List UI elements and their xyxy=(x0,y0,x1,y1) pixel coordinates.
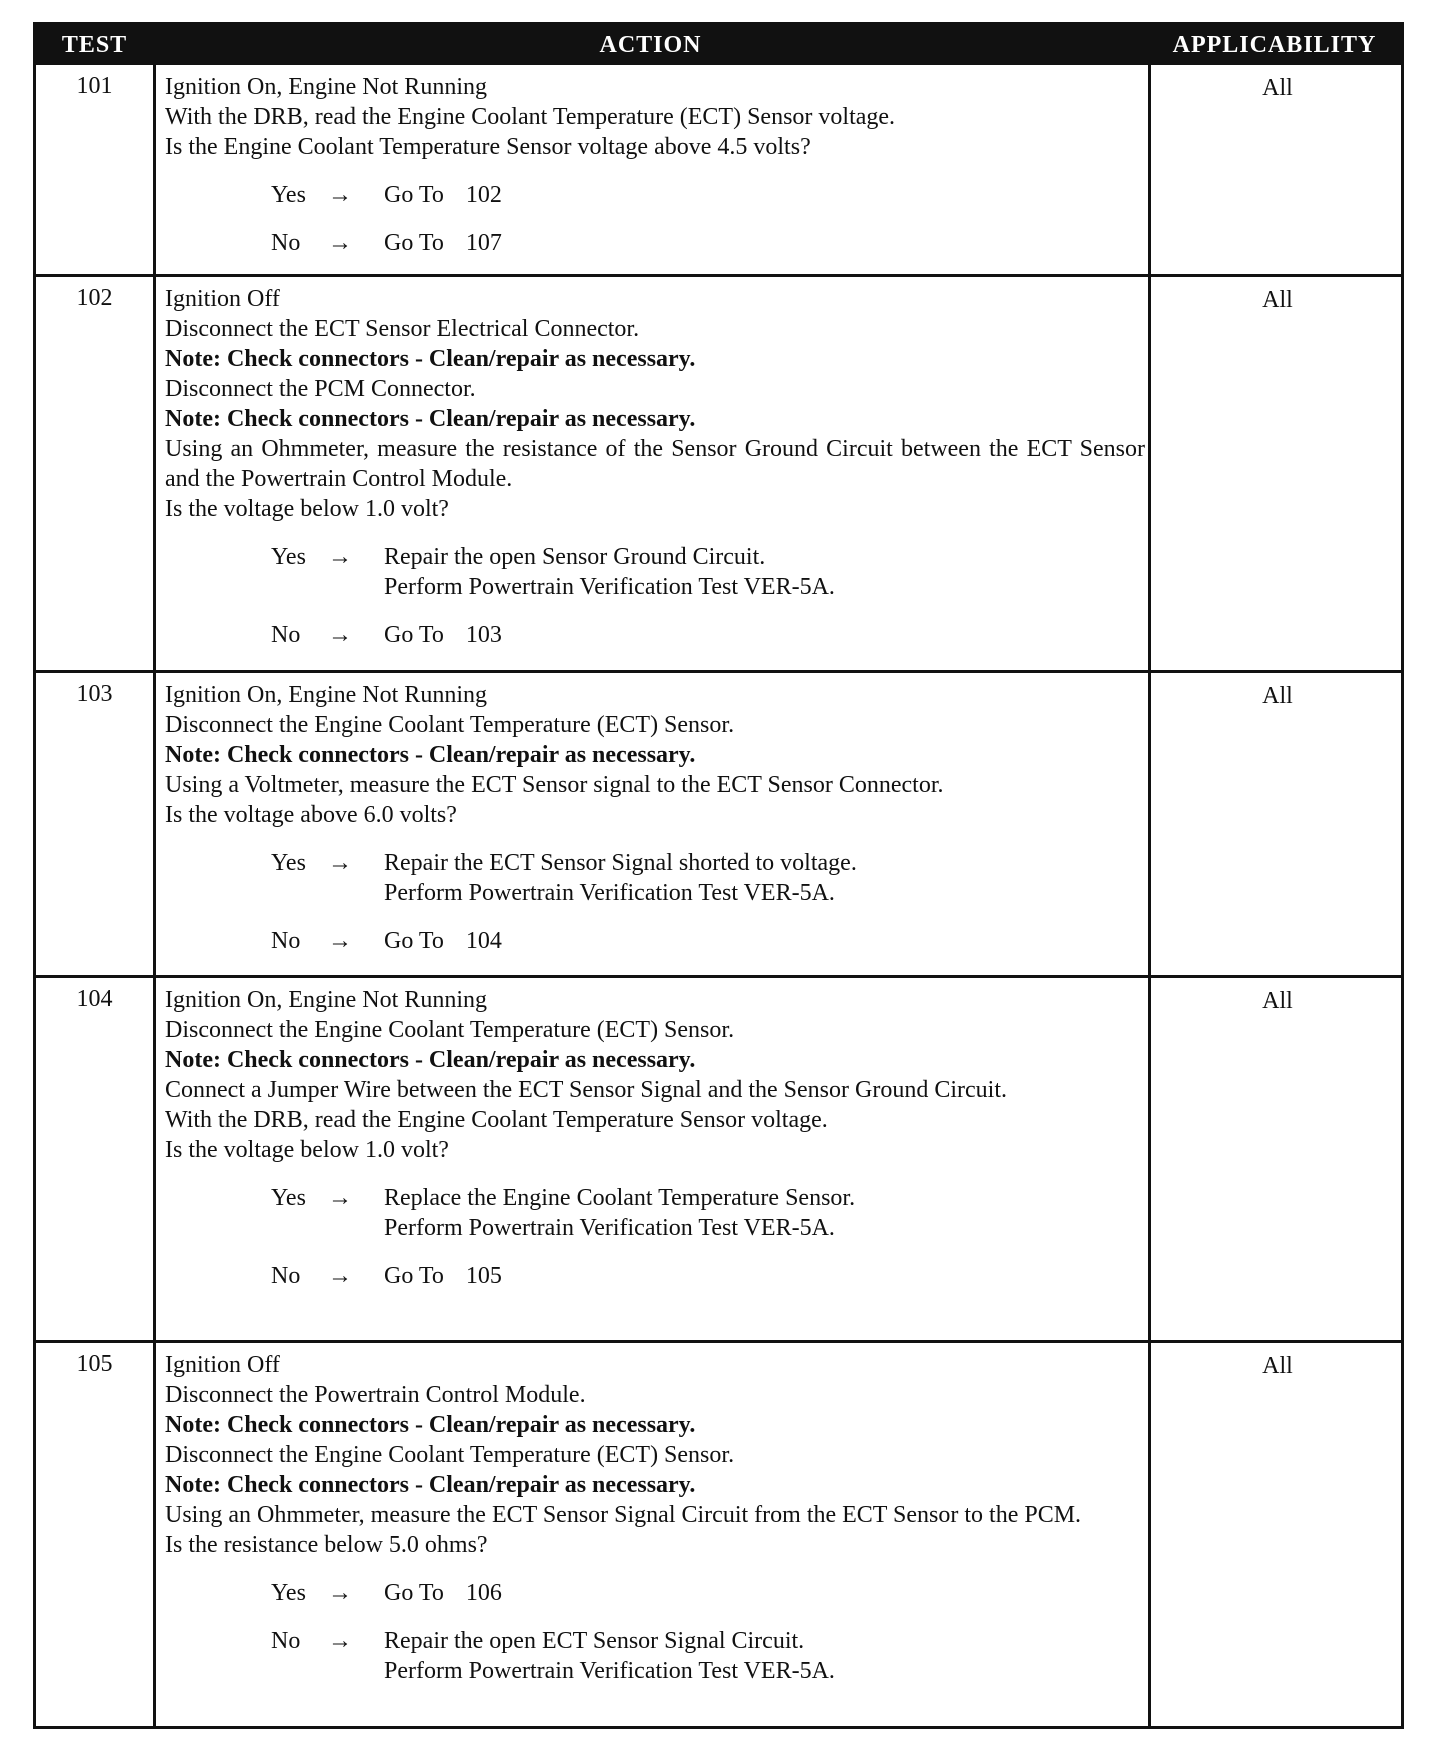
note-line: Note: Check connectors - Clean/repair as necessary. xyxy=(165,1047,696,1073)
action-line: Is the resistance below 5.0 ohms? xyxy=(165,1532,488,1558)
test-number: 102 xyxy=(76,285,113,311)
table-row-102 xyxy=(36,277,1401,670)
test-number: 105 xyxy=(76,1351,113,1377)
action-line: Using an Ohmmeter, measure the ECT Sensor Signal Circuit from the ECT Sensor to the PCM. xyxy=(165,1502,1082,1528)
action-line: Ignition Off xyxy=(165,1352,280,1378)
arrow-icon: → xyxy=(328,1185,352,1211)
no-response: No → Repair the open ECT Sensor Signal Circuit. Perform Powertrain Verification Test VER-5A. xyxy=(271,1628,835,1684)
note-line: Note: Check connectors - Clean/repair as necessary. xyxy=(165,1412,696,1438)
action-line: Connect a Jumper Wire between the ECT Sensor Signal and the Sensor Ground Circuit. xyxy=(165,1077,1007,1103)
table-row-101 xyxy=(36,65,1401,274)
yes-response: Yes → Repair the open Sensor Ground Circuit. Perform Powertrain Verification Test VER-5A. xyxy=(271,544,835,600)
test-number: 103 xyxy=(76,681,113,707)
action-line: Is the voltage below 1.0 volt? xyxy=(165,1137,449,1163)
note-line: Note: Check connectors - Clean/repair as necessary. xyxy=(165,346,696,372)
arrow-icon: → xyxy=(328,182,352,208)
action-line: Is the Engine Coolant Temperature Sensor voltage above 4.5 volts? xyxy=(165,134,811,160)
arrow-icon: → xyxy=(328,230,352,256)
action-cell xyxy=(165,1350,1145,1686)
action-line: Using a Voltmeter, measure the ECT Sensor signal to the ECT Sensor Connector. xyxy=(165,772,944,798)
action-cell xyxy=(165,985,1145,1291)
applicability-cell: All xyxy=(1262,287,1293,313)
yes-response: Yes → Go To 102 xyxy=(271,182,502,208)
test-number: 104 xyxy=(76,986,113,1012)
action-line: Disconnect the Engine Coolant Temperature (ECT) Sensor. xyxy=(165,1017,735,1043)
action-line: Ignition On, Engine Not Running xyxy=(165,682,487,708)
arrow-icon: → xyxy=(328,1263,352,1289)
applicability-cell: All xyxy=(1262,75,1293,101)
arrow-icon: → xyxy=(328,622,352,648)
action-line: Disconnect the ECT Sensor Electrical Connector. xyxy=(165,316,640,342)
applicability-cell: All xyxy=(1262,683,1293,709)
note-line: Note: Check connectors - Clean/repair as necessary. xyxy=(165,742,696,768)
table-row-103 xyxy=(36,673,1401,975)
header-test: TEST xyxy=(61,32,128,58)
applicability-cell: All xyxy=(1262,1353,1293,1379)
header-action: ACTION xyxy=(599,32,702,58)
note-line: Note: Check connectors - Clean/repair as necessary. xyxy=(165,406,696,432)
yes-response: Yes → Replace the Engine Coolant Temperature Sensor. Perform Powertrain Verification Test VER-5A. xyxy=(271,1185,856,1241)
arrow-icon: → xyxy=(328,850,352,876)
action-cell xyxy=(165,72,1145,258)
no-response: No → Go To 104 xyxy=(271,928,502,954)
yes-response: Yes → Repair the ECT Sensor Signal shorted to voltage. Perform Powertrain Verification Test VER-5A. xyxy=(271,850,857,906)
action-line: Ignition On, Engine Not Running xyxy=(165,987,487,1013)
test-number: 101 xyxy=(76,73,113,99)
table-header xyxy=(36,25,1401,65)
action-line: Ignition Off xyxy=(165,286,280,312)
arrow-icon: → xyxy=(328,1580,352,1606)
action-line: Is the voltage above 6.0 volts? xyxy=(165,802,457,828)
action-line: Using an Ohmmeter, measure the resistance of the Sensor Ground Circuit between the ECT Sensor and the Powertrain Control Module. xyxy=(165,436,1145,492)
arrow-icon: → xyxy=(328,1628,352,1654)
yes-response: Yes → Go To 106 xyxy=(271,1580,502,1606)
action-cell xyxy=(165,680,1145,956)
action-line: Disconnect the Engine Coolant Temperature (ECT) Sensor. xyxy=(165,712,735,738)
action-line: Disconnect the Powertrain Control Module. xyxy=(165,1382,586,1408)
table-row-104 xyxy=(36,978,1401,1340)
arrow-icon: → xyxy=(328,928,352,954)
diagnostic-test-table xyxy=(33,22,1404,1729)
action-line: Is the voltage below 1.0 volt? xyxy=(165,496,449,522)
action-line: Disconnect the Engine Coolant Temperature (ECT) Sensor. xyxy=(165,1442,735,1468)
note-line: Note: Check connectors - Clean/repair as necessary. xyxy=(165,1472,696,1498)
applicability-cell: All xyxy=(1262,988,1293,1014)
action-line: With the DRB, read the Engine Coolant Temperature Sensor voltage. xyxy=(165,1107,828,1133)
no-response: No → Go To 107 xyxy=(271,230,502,256)
no-response: No → Go To 105 xyxy=(271,1263,502,1289)
action-line: Ignition On, Engine Not Running xyxy=(165,74,487,100)
action-line: Disconnect the PCM Connector. xyxy=(165,376,476,402)
no-response: No → Go To 103 xyxy=(271,622,502,648)
arrow-icon: → xyxy=(328,544,352,570)
header-applicability: APPLICABILITY xyxy=(1172,32,1377,58)
table-row-105 xyxy=(36,1343,1401,1726)
action-cell xyxy=(165,284,1145,650)
action-line: With the DRB, read the Engine Coolant Temperature (ECT) Sensor voltage. xyxy=(165,104,896,130)
